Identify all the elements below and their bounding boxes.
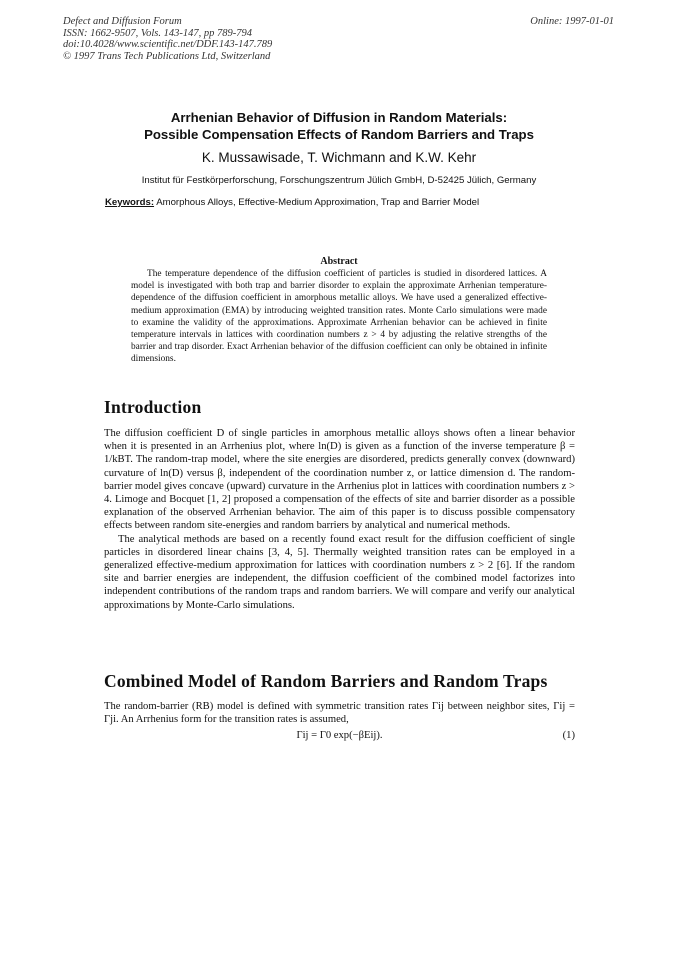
equation-number: (1): [562, 730, 575, 741]
title-line-2: Possible Compensation Effects of Random Barriers and Traps: [144, 127, 534, 142]
keywords-list: Amorphous Alloys, Effective-Medium Approximation, Trap and Barrier Model: [156, 197, 480, 208]
journal-name: Defect and Diffusion Forum: [63, 16, 182, 27]
introduction-heading: Introduction: [104, 397, 202, 417]
title-line-1: Arrhenian Behavior of Diffusion in Random Materials:: [170, 110, 508, 125]
keywords-label: Keywords:: [105, 197, 155, 208]
intro-paragraph-2: The analytical methods are based on a recently found exact result for the diffusion coefficient of single particles in disordered linear chains [3, 4, 5]. Thermally weighted transition rates can be employed in a generalized effective-medium approximation for lattices with coordination numbers z > 2 [6]. If the random site and barrier energies are independent, the diffusion coefficient of the combined model factorizes into independent contributions of the random traps and random barriers. We will compare and verify our analytical approximations by Monte-Carlo simulations.: [104, 533, 575, 611]
journal-header: [63, 16, 272, 62]
keywords: [105, 197, 479, 208]
abstract: [131, 268, 547, 366]
combined-model-heading: Combined Model of Random Barriers and Random Traps: [104, 671, 548, 691]
affiliation: Institut für Festkörperforschung, Forschungszentrum Jülich GmbH, D-52425 Jülich, Germany: [141, 175, 537, 186]
paper-title: [60, 109, 618, 143]
equation-text: Γij = Γ0 exp(−βEij).: [296, 730, 383, 741]
issn-line: ISSN: 1662-9507, Vols. 143-147, pp 789-794: [63, 27, 252, 39]
doi-link[interactable]: doi:10.4028/www.scientific.net/DDF.143-147.789: [63, 39, 273, 50]
combined-paragraph-1: The random-barrier (RB) model is defined with symmetric transition rates Γij between neighbor sites, Γij = Γji. An Arrhenius form for the transition rates is assumed,: [104, 701, 575, 726]
authors: K. Mussawisade, T. Wichmann and K.W. Kehr: [201, 150, 477, 165]
abstract-text: The temperature dependence of the diffusion coefficient of particles is studied in disordered lattices. A model is investigated with both trap and barrier disorder to explain the approximate Arrhenian temperature-dependence of the diffusion coefficient in amorphous metallic alloys. We have used a generalized effective-medium approximation (EMA) by introducing weighted transition rates. Monte Carlo simulations were made to examine the validity of the approximations. Approximate Arrhenian behavior can be achieved in finite temperature intervals in lattices with coordination numbers z > 4 by adjusting the relative strengths of the barrier and trap disorder. Exact Arrhenian behavior of the diffusion coefficient can only be obtained in infinite dimensions.: [131, 269, 547, 365]
combined-model-body: [104, 700, 575, 726]
abstract-heading: Abstract: [320, 256, 358, 267]
intro-paragraph-1: The diffusion coefficient D of single particles in amorphous metallic alloys shows often a linear behavior when it is presented in an Arrhenius plot, where ln(D) is given as a function of the inverse temperature β = 1/kBT. The random-trap model, where the site energies are disordered, predicts generally convex (downward) curvature of ln(D) versus β, independent of the coordination number z, or lattice dimension d. The random-barrier model gives concave (upward) curvature in the Arrhenius plot in lattices with coordination numbers z > 4. Limoge and Bocquet [1, 2] proposed a compensation of the effects of site and barrier disorder as a possible explanation of the observed Arrhenian behavior. The aim of this paper is to discuss possible compensatory effects between random site-energies and random barriers by analytical and numerical methods.: [104, 428, 575, 532]
copyright-line: © 1997 Trans Tech Publications Ltd, Switzerland: [63, 50, 271, 62]
online-date: Online: 1997-01-01: [530, 16, 614, 27]
introduction-body: [104, 427, 575, 612]
